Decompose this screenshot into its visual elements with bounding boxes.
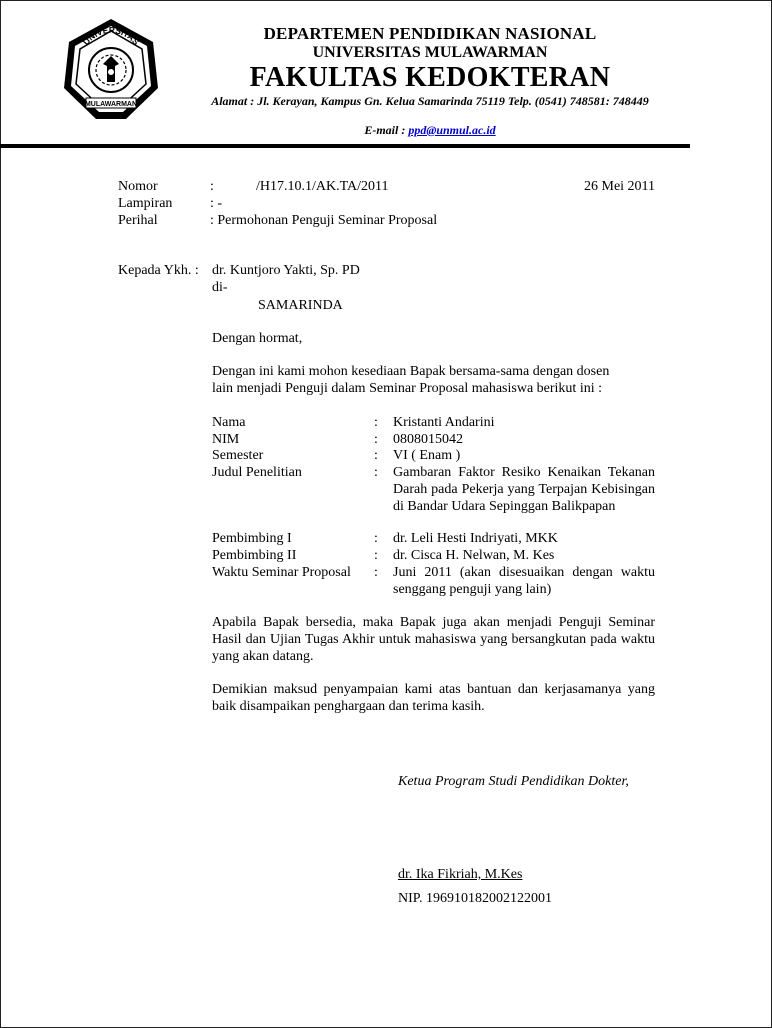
nomor-value: /H17.10.1/AK.TA/2011 [256,179,389,194]
pembimbing1-value: dr. Leli Hesti Indriyati, MKK [393,531,558,546]
nama-colon: : [374,415,378,430]
nim-value: 0808015042 [393,432,463,447]
email-label: E-mail : [364,123,409,137]
logo-bottom-text: MULAWARMAN [84,101,138,108]
intro-line-1: Dengan ini kami mohon kesediaan Bapak bersama-sama dengan dosen [212,364,610,379]
pembimbing1-colon: : [374,531,378,546]
intro-line-2: lain menjadi Penguji dalam Seminar Proposal mahasiswa berikut ini : [212,381,602,396]
nim-colon: : [374,432,378,447]
recipient-label: Kepada Ykh. : [118,263,199,278]
letter-date: 26 Mei 2011 [584,179,656,194]
logo-top-text: UNIVERSITAS [80,24,142,47]
waktu-colon: : [374,565,378,580]
closing-paragraph-1: Apabila Bapak bersedia, maka Bapak juga akan menjadi Penguji Seminar Hasil dan Ujian Tugas Akhir untuk mahasiswa yang bersangkutan pada waktu yang akan datang. [212,615,655,664]
pembimbing2-value: dr. Cisca H. Nelwan, M. Kes [393,548,555,563]
header-faculty: FAKULTAS KEDOKTERAN [249,62,611,93]
nim-label: NIM [212,432,240,447]
signature-title: Ketua Program Studi Pendidikan Dokter, [398,774,629,789]
perihal-value: : Permohonan Penguji Seminar Proposal [210,213,438,228]
pembimbing2-colon: : [374,548,378,563]
perihal-label: Perihal [118,213,158,228]
pembimbing2-label: Pembimbing II [212,548,297,563]
lampiran-value: : - [210,196,223,211]
waktu-label: Waktu Seminar Proposal [212,565,351,580]
university-logo [60,16,162,124]
header-university: UNIVERSITAS MULAWARMAN [312,44,548,61]
greeting: Dengan hormat, [212,331,303,346]
semester-value: VI ( Enam ) [393,448,461,463]
header-divider [0,144,690,148]
judul-value: Gambaran Faktor Resiko Kenaikan Tekanan Darah pada Pekerja yang Terpajan Kebisingan di Bandar Udara Sepinggan Balikpapan [393,465,655,514]
semester-label: Semester [212,448,264,463]
semester-colon: : [374,448,378,463]
signature-name: dr. Ika Fikriah, M.Kes [398,867,523,882]
judul-label: Judul Penelitian [212,465,302,480]
signature-nip: NIP. 196910182002122001 [398,891,553,906]
lampiran-label: Lampiran [118,196,173,211]
header-address: Alamat : Jl. Kerayan, Kampus Gn. Kelua Samarinda 75119 Telp. (0541) 748581: 748449 [211,94,649,108]
nama-label: Nama [212,415,246,430]
header-department: DEPARTEMEN PENDIDIKAN NASIONAL [263,24,597,43]
waktu-value: Juni 2011 (akan disesuaikan dengan waktu senggang penguji yang lain) [393,565,655,597]
nama-value: Kristanti Andarini [393,415,495,430]
closing-paragraph-2: Demikian maksud penyampaian kami atas bantuan dan kerjasamanya yang baik disampaikan penghargaan dan terima kasih. [212,682,655,714]
nomor-colon: : [210,179,214,194]
judul-colon: : [374,465,378,480]
email-link[interactable]: ppd@unmul.ac.id [408,123,496,137]
nomor-label: Nomor [118,179,158,194]
header-email [175,123,685,138]
recipient-city: SAMARINDA [258,298,343,313]
pembimbing1-label: Pembimbing I [212,531,292,546]
recipient-name: dr. Kuntjoro Yakti, Sp. PD [212,263,360,278]
recipient-di: di- [212,280,228,295]
